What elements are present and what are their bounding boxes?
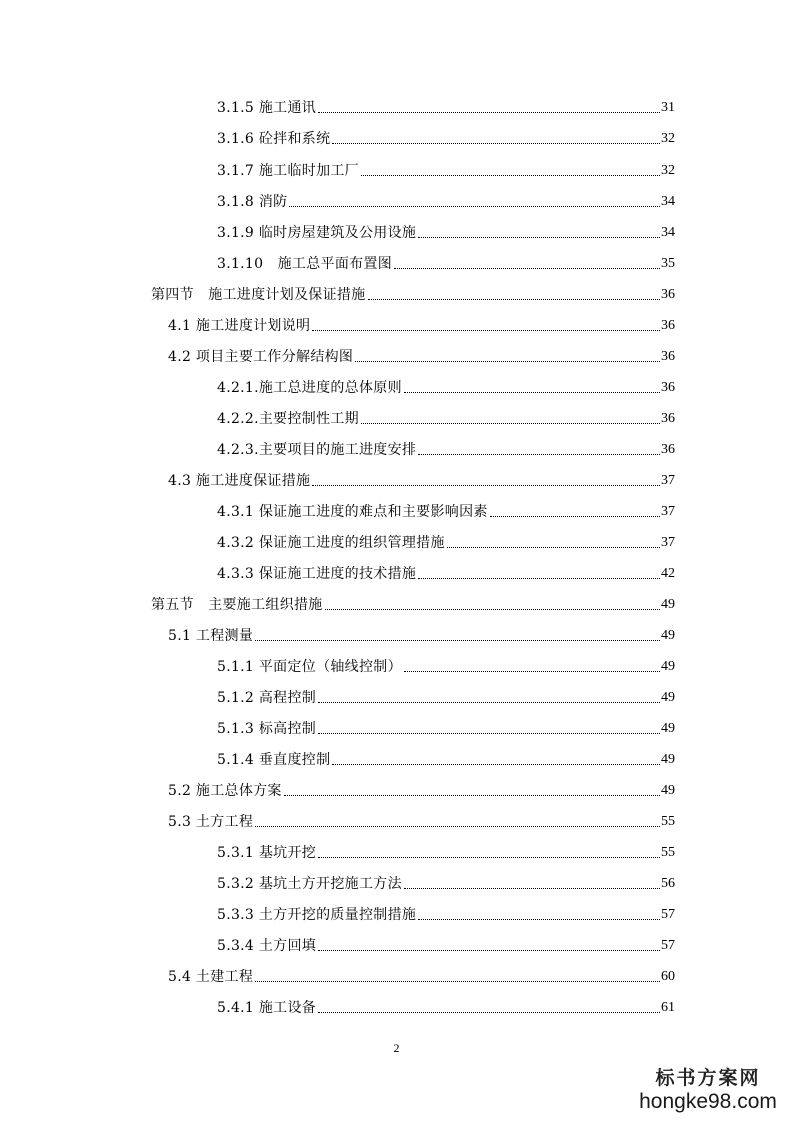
- toc-entry-page: 57: [661, 907, 675, 922]
- toc-leader-dots: [332, 763, 660, 765]
- toc-entry[interactable]: [217, 219, 675, 241]
- toc-leader-dots: [418, 453, 660, 455]
- toc-entry-label: 4.3 施工进度保证措施: [168, 473, 311, 489]
- toc-entry-page: 35: [661, 256, 675, 271]
- toc-entry-section[interactable]: [151, 281, 675, 303]
- toc-entry-label: 5.2 施工总体方案: [168, 783, 282, 799]
- toc-entry-label: 第四节 施工进度计划及保证措施: [151, 287, 366, 303]
- toc-entry-label: 3.1.5 施工通讯: [217, 100, 317, 116]
- toc-leader-dots: [447, 546, 660, 548]
- toc-entry-page: 36: [661, 442, 675, 457]
- toc-leader-dots: [255, 980, 660, 982]
- toc-entry-section[interactable]: [151, 591, 675, 613]
- toc-entry[interactable]: [217, 653, 675, 675]
- toc-leader-dots: [361, 422, 660, 424]
- toc-entry[interactable]: [217, 870, 675, 892]
- toc-entry-label: 5.3.1 基坑开挖: [217, 845, 317, 861]
- toc-entry-label: 4.2.3.主要项目的施工进度安排: [217, 442, 417, 458]
- toc-entry-label: 3.1.7 施工临时加工厂: [217, 163, 359, 179]
- toc-entry-label: 4.2 项目主要工作分解结构图: [168, 349, 354, 365]
- toc-entry-label: 第五节 主要施工组织措施: [151, 597, 323, 613]
- toc-leader-dots: [332, 142, 660, 144]
- toc-entry-page: 55: [661, 814, 675, 829]
- watermark-url: hongke98.com: [639, 1090, 777, 1113]
- toc-entry-page: 61: [661, 1000, 675, 1015]
- toc-leader-dots: [404, 391, 660, 393]
- toc-leader-dots: [490, 515, 660, 517]
- toc-entry[interactable]: [217, 498, 675, 520]
- toc-entry-label: 5.1 工程测量: [168, 628, 254, 644]
- toc-entry-page: 49: [661, 659, 675, 674]
- toc-entry-label: 3.1.6 砼拌和系统: [217, 131, 331, 147]
- toc-entry-page: 37: [661, 535, 675, 550]
- toc-leader-dots: [361, 174, 660, 176]
- toc-entry-label: 5.3.4 土方回填: [217, 938, 317, 954]
- toc-entry-page: 49: [661, 597, 675, 612]
- toc-leader-dots: [394, 267, 660, 269]
- toc-entry-page: 36: [661, 349, 675, 364]
- toc-entry-label: 5.3.3 土方开挖的质量控制措施: [217, 907, 417, 923]
- toc-entry[interactable]: [217, 405, 675, 427]
- toc-entry-page: 37: [661, 504, 675, 519]
- toc-entry[interactable]: [168, 963, 675, 985]
- toc-entry[interactable]: [217, 684, 675, 706]
- toc-entry[interactable]: [217, 932, 675, 954]
- toc-entry[interactable]: [217, 839, 675, 861]
- toc-entry-page: 36: [661, 411, 675, 426]
- toc-leader-dots: [318, 1011, 660, 1013]
- toc-entry-label: 3.1.10 施工总平面布置图: [217, 256, 393, 272]
- toc-entry-page: 57: [661, 938, 675, 953]
- toc-entry-label: 4.3.1 保证施工进度的难点和主要影响因素: [217, 504, 488, 520]
- toc-entry-label: 5.1.2 高程控制: [217, 690, 317, 706]
- toc-entry[interactable]: [168, 808, 675, 830]
- toc-leader-dots: [255, 639, 660, 641]
- toc-entry-page: 42: [661, 566, 675, 581]
- toc-entry-label: 4.2.1.施工总进度的总体原则: [217, 380, 402, 396]
- toc-entry[interactable]: [217, 125, 675, 147]
- toc-entry[interactable]: [168, 777, 675, 799]
- toc-entry-page: 49: [661, 628, 675, 643]
- toc-leader-dots: [318, 856, 660, 858]
- toc-entry-label: 5.1.4 垂直度控制: [217, 752, 331, 768]
- toc-entry-page: 37: [661, 473, 675, 488]
- toc-entry-label: 5.3.2 基坑土方开挖施工方法: [217, 876, 402, 892]
- toc-entry-label: 4.3.2 保证施工进度的组织管理措施: [217, 535, 445, 551]
- toc-leader-dots: [318, 111, 660, 113]
- toc-entry-label: 4.2.2.主要控制性工期: [217, 411, 359, 427]
- toc-entry-page: 49: [661, 752, 675, 767]
- toc-entry[interactable]: [217, 560, 675, 582]
- toc-entry-page: 49: [661, 783, 675, 798]
- toc-leader-dots: [312, 484, 660, 486]
- toc-leader-dots: [418, 577, 660, 579]
- page-number: 2: [393, 1041, 400, 1055]
- toc-leader-dots: [318, 701, 660, 703]
- toc-entry-page: 34: [661, 225, 675, 240]
- toc-entry[interactable]: [168, 312, 675, 334]
- toc-entry-page: 32: [661, 131, 675, 146]
- toc-entry-page: 49: [661, 690, 675, 705]
- toc-leader-dots: [284, 794, 660, 796]
- toc-entry-page: 55: [661, 845, 675, 860]
- toc-leader-dots: [318, 949, 660, 951]
- toc-entry[interactable]: [217, 250, 675, 272]
- toc-leader-dots: [404, 887, 660, 889]
- toc-entry[interactable]: [217, 374, 675, 396]
- toc-entry[interactable]: [217, 901, 675, 923]
- toc-leader-dots: [289, 205, 660, 207]
- toc-entry[interactable]: [217, 94, 675, 116]
- toc-leader-dots: [418, 236, 660, 238]
- toc-entry-label: 5.4.1 施工设备: [217, 1000, 317, 1016]
- toc-entry-page: 60: [661, 969, 675, 984]
- toc-entry-page: 36: [661, 380, 675, 395]
- toc-entry-page: 56: [661, 876, 675, 891]
- toc-entry-page: 49: [661, 721, 675, 736]
- toc-entry[interactable]: [217, 715, 675, 737]
- toc-entry-label: 3.1.8 消防: [217, 194, 288, 210]
- toc-entry-page: 32: [661, 163, 675, 178]
- toc-entry[interactable]: [217, 994, 675, 1016]
- toc-leader-dots: [255, 825, 660, 827]
- toc-leader-dots: [312, 329, 660, 331]
- toc-entry[interactable]: [217, 529, 675, 551]
- watermark-logo: [633, 1066, 783, 1116]
- toc-entry[interactable]: [217, 188, 675, 210]
- toc-leader-dots: [318, 732, 660, 734]
- watermark-title: 标书方案网: [655, 1067, 761, 1089]
- toc-leader-dots: [355, 360, 660, 362]
- toc-entry-page: 36: [661, 287, 675, 302]
- toc-entry[interactable]: [217, 746, 675, 768]
- toc-entry-label: 3.1.9 临时房屋建筑及公用设施: [217, 225, 417, 241]
- toc-entry[interactable]: [168, 343, 675, 365]
- toc-leader-dots: [325, 608, 660, 610]
- toc-entry-page: 34: [661, 194, 675, 209]
- toc-entry-label: 5.1.3 标高控制: [217, 721, 317, 737]
- toc-entry-page: 31: [661, 100, 675, 115]
- toc-entry-page: 36: [661, 318, 675, 333]
- toc-entry[interactable]: [217, 436, 675, 458]
- toc-entry-label: 5.4 土建工程: [168, 969, 254, 985]
- toc-entry-label: 4.3.3 保证施工进度的技术措施: [217, 566, 417, 582]
- toc-entry-label: 5.3 土方工程: [168, 814, 254, 830]
- toc-entry[interactable]: [168, 622, 675, 644]
- toc-entry[interactable]: [217, 157, 675, 179]
- toc-entry[interactable]: [168, 467, 675, 489]
- toc-leader-dots: [404, 670, 660, 672]
- toc-entry-label: 5.1.1 平面定位（轴线控制）: [217, 659, 402, 675]
- toc-leader-dots: [418, 918, 660, 920]
- toc-leader-dots: [368, 298, 661, 300]
- toc-entry-label: 4.1 施工进度计划说明: [168, 318, 311, 334]
